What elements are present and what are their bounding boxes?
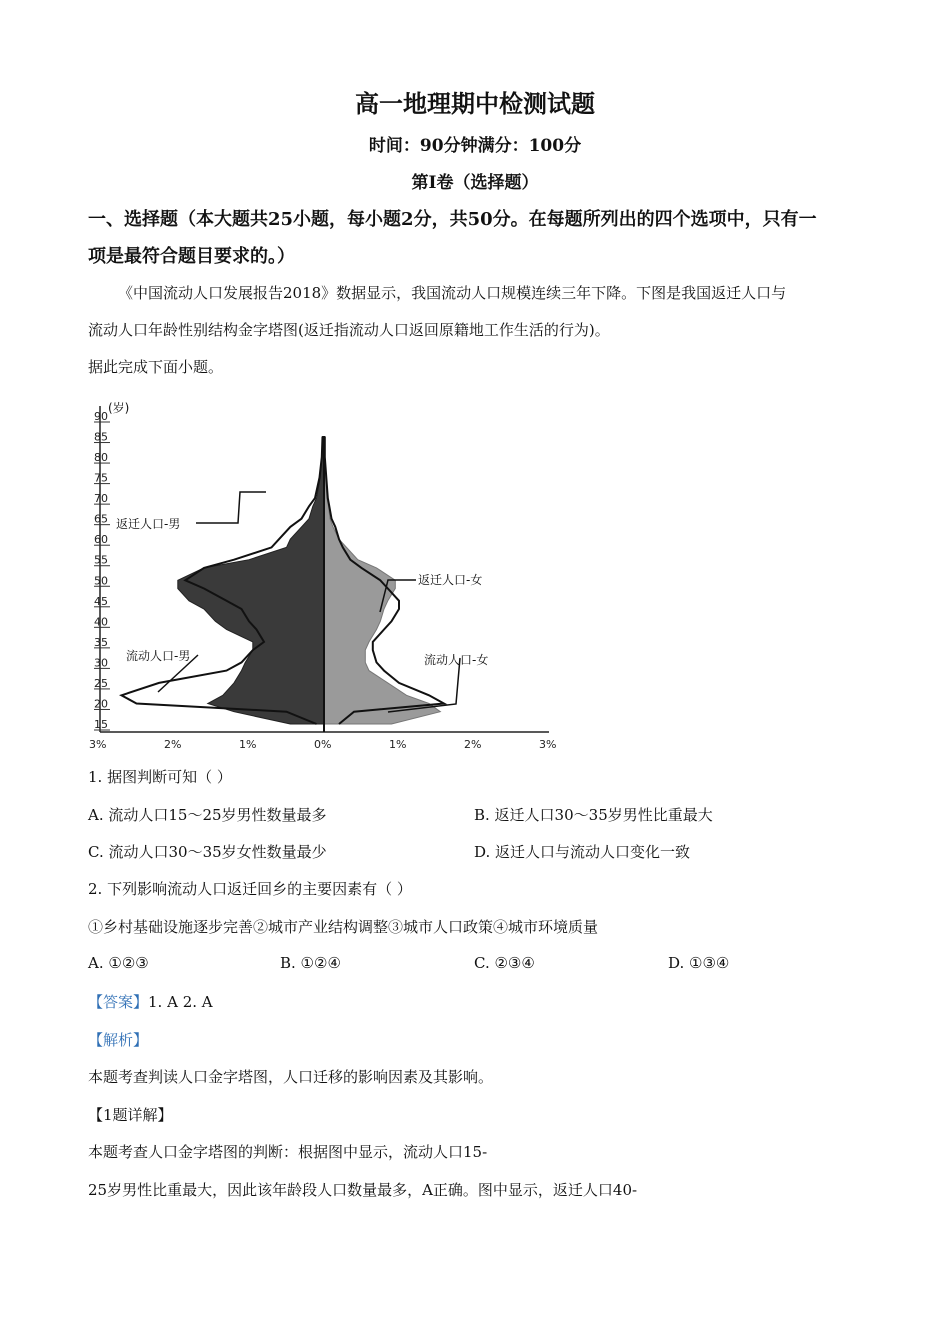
answer-line [88,991,213,1012]
y-tick-label: 20 [94,697,108,711]
label-float-male: 流动人口-男 [126,649,191,663]
page-title: 高一地理期中检测试题 [355,89,595,118]
analysis-tag: 【解析】 [88,1031,149,1049]
y-tick-label: 15 [94,718,108,731]
population-pyramid-chart [88,392,558,752]
x-tick-label: 3% [539,738,557,751]
q1-option-a: A. 流动人口15～25岁男性数量最多 [88,806,327,824]
q1-stem: 1. 据图判断可知（ ） [88,768,232,786]
y-tick-label: 80 [94,451,108,465]
y-tick-label: 55 [94,553,108,567]
q1-option-b: B. 返迁人口30～35岁男性比重最大 [474,806,713,824]
y-tick-label: 30 [94,656,108,670]
label-leader-line [196,492,266,523]
float-male-area [178,437,324,725]
y-tick-label: 75 [94,471,108,485]
y-tick-label: 50 [94,574,108,588]
x-tick-label: 1% [389,738,407,751]
x-tick-label: 2% [164,738,182,751]
q2-items: ①乡村基础设施逐步完善②城市产业结构调整③城市人口政策④城市环境质量 [88,918,599,936]
label-return-female: 返迁人口-女 [418,573,483,587]
detail-tag: 【1题详解】 [88,1106,173,1124]
label-float-female: 流动人口-女 [424,653,489,667]
intro-line1: 《中国流动人口发展报告2018》数据显示，我国流动人口规模连续三年下降。下图是我国返迁人口与 [118,284,787,302]
y-tick-label: 45 [94,594,108,608]
answer-tag: 【答案】 [88,993,149,1011]
answer-text: 1. A 2. A [148,993,213,1011]
x-tick-label: 2% [464,738,482,751]
detail-line1: 本题考查人口金字塔图的判断：根据图中显示，流动人口15- [88,1143,488,1161]
q1-option-d: D. 返迁人口与流动人口变化一致 [474,843,691,861]
q2-option-a: A. ①②③ [88,954,149,972]
q1-option-c: C. 流动人口30～35岁女性数量最少 [88,843,327,861]
y-tick-label: 85 [94,430,108,444]
q2-stem: 2. 下列影响流动人口返迁回乡的主要因素有（ ） [88,880,412,898]
x-tick-label: 1% [239,738,257,751]
x-tick-label: 3% [89,738,107,751]
section-heading-line2: 项是最符合题目要求的。） [88,246,295,267]
exam-time-line: 时间：90分钟满分：100分 [368,136,582,156]
volume-heading: 第Ⅰ卷（选择题） [411,173,539,193]
y-tick-label: 35 [94,635,108,649]
y-tick-label: 65 [94,512,108,526]
detail-line2: 25岁男性比重最大，因此该年龄段人口数量最多，A正确。图中显示，返迁人口40- [88,1181,638,1199]
y-tick-label: 25 [94,676,108,690]
label-return-male: 返迁人口-男 [116,517,181,531]
analysis-text: 本题考查判读人口金字塔图，人口迁移的影响因素及其影响。 [88,1068,494,1086]
y-tick-label: 90 [94,410,108,423]
q2-option-c: C. ②③④ [474,954,535,972]
y-tick-label: 40 [94,615,108,629]
y-axis-unit-label: (岁) [108,401,130,415]
x-tick-label: 0% [314,738,332,751]
q2-option-d: D. ①③④ [668,954,730,972]
intro-line2: 流动人口年龄性别结构金字塔图(返迁指流动人口返回原籍地工作生活的行为)。 [88,321,610,339]
q2-option-b: B. ①②④ [280,954,341,972]
y-tick-label: 70 [94,492,108,506]
y-tick-label: 60 [94,533,108,547]
section-heading-line1: 一、选择题（本大题共25小题，每小题2分，共50分。在每题所列出的四个选项中，只有一 [88,209,817,230]
intro-line3: 据此完成下面小题。 [88,358,224,376]
